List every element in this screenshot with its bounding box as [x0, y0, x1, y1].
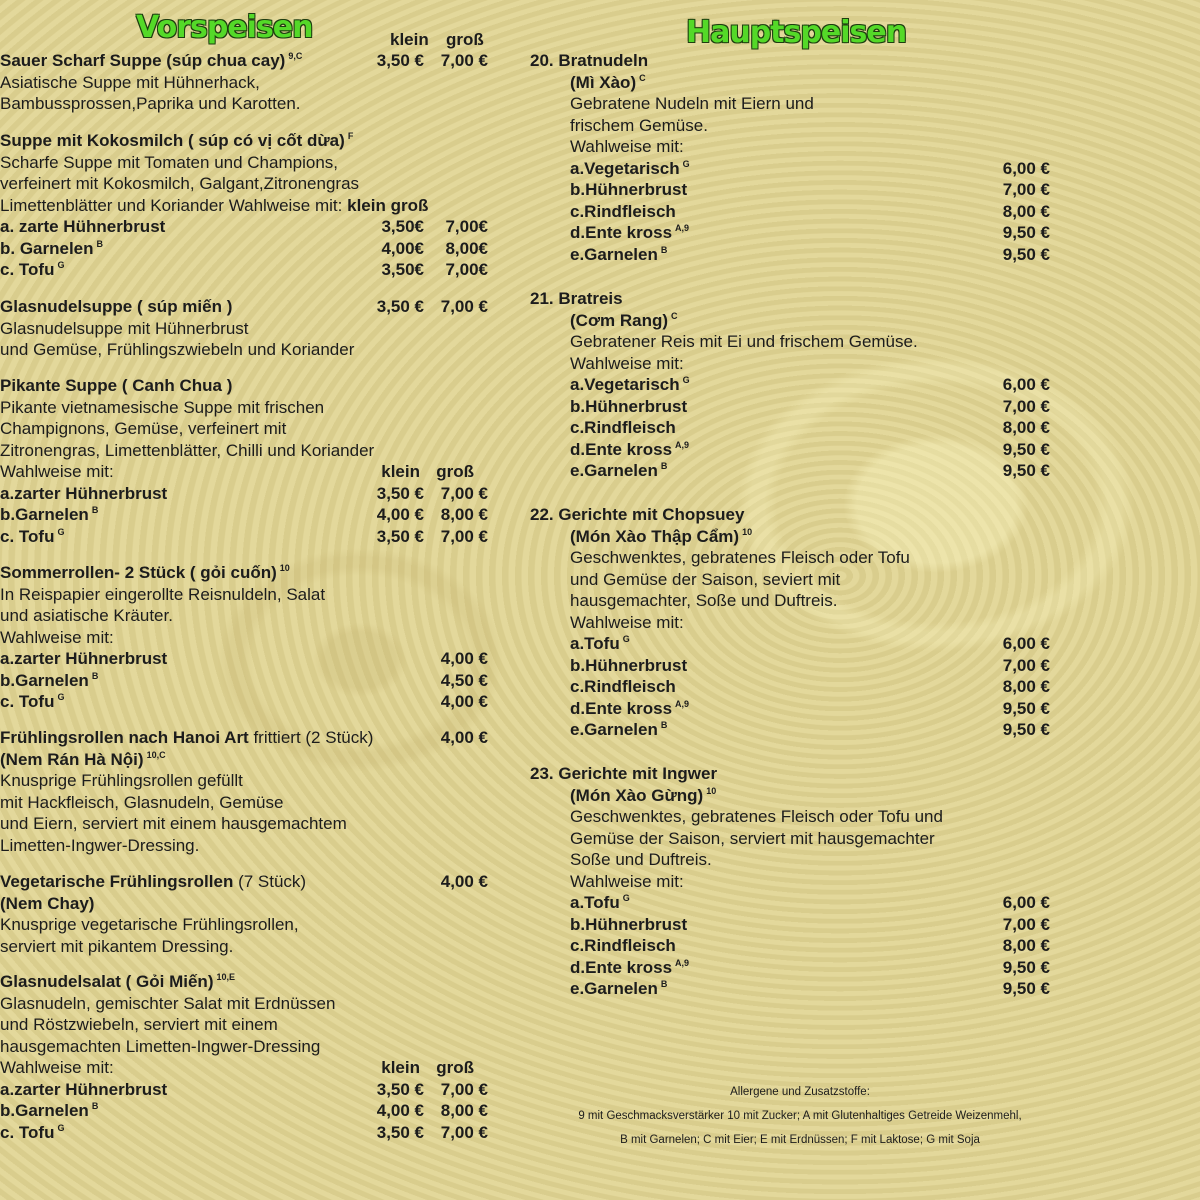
price: 4,00 € [440, 728, 488, 747]
allergen-code: 10 [706, 785, 717, 796]
price-small: 3,50 € [376, 51, 424, 70]
menu-item [0, 727, 500, 856]
choose-label: Wahlweise mit: [0, 627, 114, 647]
option-row: a.Tofu $^G$ 6,00 € [570, 893, 1050, 912]
price: 9,50 € [1002, 461, 1050, 480]
item-description: hausgemachten Limetten-Ingwer-Dressing [0, 1036, 321, 1056]
item-description: Zitronengras, Limettenblätter, Chilli und Koriander [0, 440, 375, 460]
item-name-note: (7 Stück) [238, 872, 307, 891]
choose-label: Wahlweise mit: [0, 1058, 114, 1077]
item-description: Gebratene Nudeln mit Eiern und [570, 94, 814, 113]
price: 4,00 € [440, 872, 488, 891]
item-description: Glasnudelsuppe mit Hühnerbrust [0, 318, 249, 338]
option-row: d.Ente kross $^{A,9}$ 9,50 € [570, 223, 1050, 242]
allergen-code: 9,C [288, 51, 303, 61]
item-subname: (Nem Chay) [0, 893, 95, 913]
price: 8,00 € [1002, 677, 1050, 696]
allergen-footnotes [530, 1080, 1070, 1152]
choose-label: Wahlweise mit: [570, 871, 684, 891]
menu-item [0, 50, 500, 115]
menu-item [0, 296, 500, 361]
item-name: Glasnudelsuppe ( súp miến ) [0, 297, 233, 316]
option-row: b.Garnelen $^B$ 4,00 € 8,00 € [0, 505, 488, 524]
price: 7,00 € [1002, 396, 1050, 416]
price-large: 7,00 € [440, 297, 488, 316]
item-description: Soße und Duftreis. [570, 850, 712, 869]
allergen-code: F [347, 131, 354, 141]
price: 6,00 € [1002, 375, 1050, 394]
item-name: Pikante Suppe ( Canh Chua ) [0, 376, 233, 395]
item-description: serviert mit pikantem Dressing. [0, 936, 234, 956]
menu-item [0, 375, 500, 547]
option-row: a.zarter Hühnerbrust 4,00 € [0, 649, 488, 668]
menu-item [530, 288, 1070, 482]
item-description: Bambussprossen,Paprika und Karotten. [0, 94, 301, 113]
price: 9,50 € [1002, 979, 1050, 998]
option-row: e.Garnelen $^B$ 9,50 € [570, 979, 1050, 998]
size-large-header: groß [446, 30, 484, 49]
item-name: Frühlingsrollen nach Hanoi Art [0, 728, 249, 747]
mains-title: Hauptspeisen [686, 15, 907, 50]
item-name: 21. Bratreis [530, 289, 623, 308]
item-name: 20. Bratnudeln [530, 51, 649, 70]
item-name: Glasnudelsalat ( Gỏi Miến) [0, 972, 214, 991]
menu-item [0, 971, 500, 1143]
option-row: b.Hühnerbrust 7,00 € [570, 396, 1050, 416]
item-description: und asiatische Kräuter. [0, 606, 173, 625]
item-subname: (Món Xào Gừng) [570, 785, 704, 805]
option-row: b.Garnelen $^B$ 4,50 € [0, 670, 488, 690]
item-subname: (Món Xào Thập Cẩm) [570, 526, 740, 546]
choose-label: Wahlweise mit: [570, 612, 684, 632]
item-name: Vegetarische Frühlingsrollen [0, 872, 234, 891]
size-large-header: groß [436, 1058, 474, 1077]
option-row: b. Garnelen $^B$ 4,00€ 8,00€ [0, 238, 488, 258]
option-row: a.Vegetarisch $^G$ 6,00 € [570, 158, 1050, 178]
allergen-code: 10 [279, 563, 290, 573]
item-name: Suppe mit Kokosmilch ( súp có vị cốt dừa) [0, 131, 345, 150]
price-large: 7,00 € [440, 51, 488, 70]
menu-item [0, 562, 500, 713]
price: 9,50 € [1002, 223, 1050, 242]
starters-title: Vorspeisen [136, 10, 313, 45]
item-description: und Gemüse, Frühlingszwiebeln und Koriander [0, 340, 355, 359]
option-row: b.Hühnerbrust 7,00 € [570, 655, 1050, 675]
item-description: und Röstzwiebeln, serviert mit einem [0, 1015, 278, 1034]
item-description: Asiatische Suppe mit Hühnerhack, [0, 72, 260, 92]
allergen-code: C [639, 72, 646, 83]
item-description: und Eiern, serviert mit einem hausgemachtem [0, 814, 347, 833]
item-name: Sauer Scharf Suppe (súp chua cay) [0, 51, 286, 70]
option-row: e.Garnelen $^B$ 9,50 € [570, 461, 1050, 480]
option-row: d.Ente kross $^{A,9}$ 9,50 € [570, 439, 1050, 459]
option-row: a.Vegetarisch $^G$ 6,00 € [570, 375, 1050, 394]
footnote-line: B mit Garnelen; C mit Eier; E mit Erdnüssen; F mit Laktose; G mit Soja [620, 1134, 980, 1146]
option-row: c. Tofu $^G$ 3,50 € 7,00 € [0, 1122, 488, 1142]
option-row: e.Garnelen $^B$ 9,50 € [570, 244, 1050, 264]
option-row: d.Ente kross $^{A,9}$ 9,50 € [570, 957, 1050, 977]
menu-item [0, 871, 500, 957]
allergen-code: 10 [742, 526, 753, 537]
size-small-header: klein [390, 30, 429, 49]
size-large-header: groß [436, 462, 474, 481]
menu-item [530, 50, 1070, 265]
option-row: c. Tofu $^G$ 3,50 € 7,00 € [0, 526, 488, 546]
option-row: c. Tofu $^G$ 3,50€ 7,00€ [0, 260, 488, 279]
item-name: 22. Gerichte mit Chopsuey [530, 505, 745, 524]
option-row: a.Tofu $^G$ 6,00 € [570, 634, 1050, 653]
price: 7,00 € [1002, 180, 1050, 199]
item-description: mit Hackfleisch, Glasnudeln, Gemüse [0, 792, 284, 812]
item-description: Knusprige vegetarische Frühlingsrollen, [0, 915, 299, 934]
choose-label: Wahlweise mit: [0, 462, 114, 481]
item-name: 23. Gerichte mit Ingwer [530, 764, 718, 783]
option-row: c.Rindfleisch 8,00 € [570, 418, 1050, 437]
allergen-code: 10,E [216, 972, 235, 982]
item-description: verfeinert mit Kokosmilch, Galgant,Zitronengras [0, 174, 360, 193]
option-row: e.Garnelen $^B$ 9,50 € [570, 720, 1050, 739]
price: 8,00 € [1002, 936, 1050, 955]
option-row: a.zarter Hühnerbrust 3,50 € 7,00 € [0, 1079, 488, 1099]
item-description: Gemüse der Saison, serviert mit hausgemachter [570, 828, 935, 848]
price: 6,00 € [1002, 634, 1050, 653]
size-small-header: klein [381, 1058, 420, 1077]
size-small-header: klein [381, 462, 420, 481]
option-row: a. zarte Hühnerbrust 3,50€ 7,00€ [0, 217, 488, 236]
choose-label: Wahlweise mit: [570, 353, 684, 373]
item-description: Glasnudeln, gemischter Salat mit Erdnüssen [0, 993, 336, 1013]
choose-label: Wahlweise mit: [570, 137, 684, 156]
price: 9,50 € [1002, 244, 1050, 264]
item-description: Knusprige Frühlingsrollen gefüllt [0, 771, 243, 790]
item-subname: (Cơm Rang) [570, 310, 669, 330]
option-row: a.zarter Hühnerbrust 3,50 € 7,00 € [0, 483, 488, 503]
footnote-line: 9 mit Geschmacksverstärker 10 mit Zucker; A mit Glutenhaltiges Getreide Weizenmehl, [578, 1110, 1022, 1122]
price: 9,50 € [1002, 698, 1050, 718]
item-description: Limetten-Ingwer-Dressing. [0, 835, 200, 855]
option-row: d.Ente kross $^{A,9}$ 9,50 € [570, 698, 1050, 718]
price: 6,00 € [1002, 893, 1050, 912]
price: 9,50 € [1002, 439, 1050, 459]
price: 9,50 € [1002, 720, 1050, 739]
item-description: Gebratener Reis mit Ei und frischem Gemüse. [570, 332, 918, 351]
item-description: Champignons, Gemüse, verfeinert mit [0, 419, 287, 438]
size-header-inline: klein groß [347, 195, 429, 215]
item-description: hausgemachter, Soße und Duftreis. [570, 591, 838, 610]
price: 9,50 € [1002, 957, 1050, 977]
option-row: c.Rindfleisch 8,00 € [570, 677, 1050, 696]
price: 7,00 € [1002, 914, 1050, 934]
option-row: b.Hühnerbrust 7,00 € [570, 914, 1050, 934]
item-subname: (Nem Rán Hà Nội) [0, 749, 144, 769]
menu-item [0, 130, 500, 281]
price: 6,00 € [1002, 158, 1050, 178]
allergen-code: 10,C [146, 749, 166, 760]
option-row: c.Rindfleisch 8,00 € [570, 201, 1050, 221]
menu-item [530, 504, 1070, 741]
item-description: frischem Gemüse. [570, 115, 708, 135]
price: 7,00 € [1002, 655, 1050, 675]
price: 8,00 € [1002, 418, 1050, 437]
menu-item [530, 763, 1070, 1000]
footnote-heading: Allergene und Zusatzstoffe: [730, 1086, 870, 1098]
item-description: Scharfe Suppe mit Tomaten und Champions, [0, 152, 338, 172]
allergen-code: C [671, 310, 678, 321]
price-small: 3,50 € [376, 297, 424, 316]
item-description: Geschwenktes, gebratenes Fleisch oder Tofu [570, 548, 910, 567]
item-description: In Reispapier eingerollte Reisnuldeln, Salat [0, 584, 326, 604]
item-name: Sommerrollen- 2 Stück ( gỏi cuốn) [0, 563, 277, 582]
option-row: b.Hühnerbrust 7,00 € [570, 180, 1050, 199]
item-name-note: frittiert (2 Stück) [253, 728, 374, 747]
item-subname: (Mì Xào) [570, 72, 637, 92]
price: 8,00 € [1002, 201, 1050, 221]
option-row: c.Rindfleisch 8,00 € [570, 936, 1050, 955]
option-row: b.Garnelen $^B$ 4,00 € 8,00 € [0, 1101, 488, 1120]
option-row: c. Tofu $^G$ 4,00 € [0, 692, 488, 711]
item-description: Geschwenktes, gebratenes Fleisch oder Tofu und [570, 807, 943, 826]
item-description: und Gemüse der Saison, seviert mit [570, 569, 841, 589]
item-description: Pikante vietnamesische Suppe mit frischen [0, 397, 325, 417]
item-description: Limettenblätter und Koriander Wahlweise mit: [0, 195, 343, 215]
